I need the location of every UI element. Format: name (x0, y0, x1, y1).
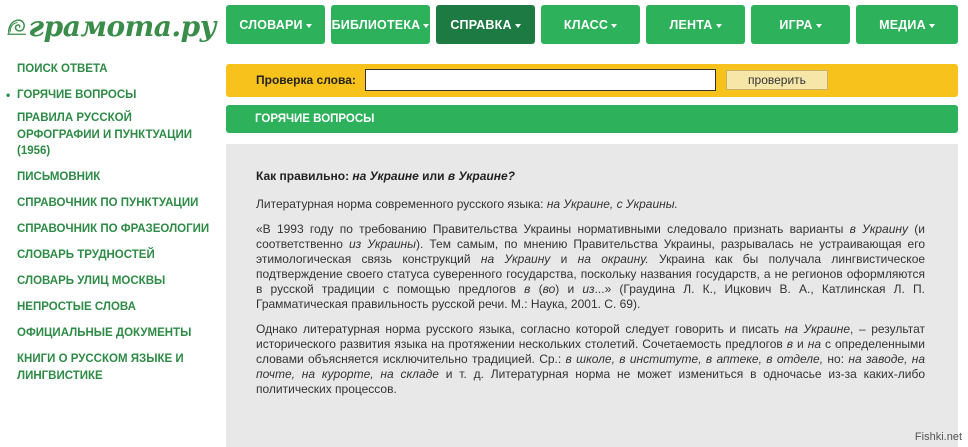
check-button[interactable]: проверить (726, 70, 828, 90)
chevron-down-icon (816, 24, 822, 28)
sidebar-item-search-answer[interactable]: ПОИСК ОТВЕТА (17, 63, 108, 75)
nav-label: СЛОВАРИ (239, 17, 303, 32)
nav-label: БИБЛИОТЕКА (331, 17, 421, 32)
example-text: в (786, 337, 794, 351)
sidebar-item-phraseology[interactable]: СПРАВОЧНИК ПО ФРАЗЕОЛОГИИ (17, 223, 210, 235)
paragraph-text: ( (530, 282, 543, 296)
sidebar-item-hard-words[interactable]: НЕПРОСТЫЕ СЛОВА (17, 301, 136, 313)
chevron-down-icon (716, 24, 722, 28)
example-text: в школе, в институте, в аптеке, в отделе, (565, 352, 824, 366)
nav-klass[interactable] (541, 5, 640, 44)
snail-icon (6, 5, 26, 47)
sidebar-item-moscow-streets[interactable]: СЛОВАРЬ УЛИЦ МОСКВЫ (17, 275, 166, 287)
paragraph-text: и (550, 252, 578, 266)
sidebar-item-pismovnik[interactable]: ПИСЬМОВНИК (17, 171, 101, 183)
chevron-down-icon (423, 24, 429, 28)
paragraph-text: ). Тем самым, по мнению Правительства Украины, разрывалась не устраивающая его этимологическая связь конструкций (256, 237, 926, 266)
example-text: в Украину (849, 222, 909, 236)
article (256, 169, 925, 407)
word-check-input[interactable] (365, 69, 716, 91)
paragraph-text: ) и (555, 282, 583, 296)
answer-paragraph-tradition (256, 322, 925, 397)
answer-paragraph-quote (256, 222, 925, 312)
chevron-down-icon (929, 24, 935, 28)
content-panel (226, 144, 958, 447)
chevron-down-icon (611, 24, 617, 28)
paragraph-text: , – результат исторического развития языка на протяжении нескольких столетий. Сочетаемость предлогов (256, 322, 925, 351)
paragraph-text: но: (823, 352, 849, 366)
example-text: на Украине (784, 322, 851, 336)
question-text: Как правильно: (256, 169, 353, 183)
nav-spravka[interactable] (436, 5, 535, 44)
nav-biblioteka[interactable] (331, 5, 430, 44)
paragraph-text: с определенными словами объясняется исключительно традицией. Ср.: (256, 337, 926, 366)
top-navigation (226, 5, 958, 44)
chevron-down-icon (515, 24, 521, 28)
nav-igra[interactable] (751, 5, 850, 44)
example-text: в (524, 282, 531, 296)
question-option: на Украине (352, 169, 419, 183)
example-text: во (542, 282, 556, 296)
nav-label: СПРАВКА (450, 17, 512, 32)
watermark: Fishki.net (914, 431, 962, 443)
example-text: на Украине, с Украины. (546, 197, 678, 211)
example-text: из Украины (349, 237, 416, 251)
sidebar-item-punctuation[interactable]: СПРАВОЧНИК ПО ПУНКТУАЦИИ (17, 197, 199, 209)
logo-text: грамота.ру (28, 9, 216, 43)
section-header (226, 105, 958, 133)
word-check-label: Проверка слова: (256, 73, 356, 87)
nav-slovari[interactable] (226, 5, 325, 44)
answer-paragraph-norm (256, 197, 925, 212)
chevron-down-icon (306, 24, 312, 28)
paragraph-text: Украина как бы получала лингвистическое подтверждение своего статуса суверенного государства, поскольку названия государств, а не регионов оформляются в русской традиции с помощью предлогов (256, 252, 926, 296)
nav-label: ЛЕНТА (669, 17, 713, 32)
paragraph-text: и т. д. Литературная норма не может измениться в одночасье из-за каких-либо политических процессов. (256, 367, 925, 396)
example-text: на Украину (480, 252, 551, 266)
nav-label: МЕДИА (879, 17, 926, 32)
sidebar-item-hot-questions[interactable]: • ГОРЯЧИЕ ВОПРОСЫ (17, 87, 212, 104)
question-option: в Украине? (447, 169, 515, 183)
question-title (256, 169, 925, 184)
paragraph-text: (и соответственно (256, 222, 925, 251)
sidebar-item-spelling-rules[interactable]: ПРАВИЛА РУССКОЙ ОРФОГРАФИИ И ПУНКТУАЦИИ (1956) (17, 112, 193, 157)
nav-label: ИГРА (779, 17, 813, 32)
example-text: на окраину. (577, 252, 649, 266)
section-title: ГОРЯЧИЕ ВОПРОСЫ (255, 113, 375, 125)
paragraph-text: Литературная норма современного русского языка: (256, 197, 547, 211)
sidebar-item-books[interactable]: КНИГИ О РУССКОМ ЯЗЫКЕ И ЛИНГВИСТИКЕ (17, 353, 184, 382)
example-text: на (807, 337, 821, 351)
nav-media[interactable] (856, 5, 958, 44)
nav-label: КЛАСС (563, 17, 609, 32)
example-text: на заводе, на почте, на курорте, на складе (256, 352, 926, 381)
paragraph-text: и (793, 337, 808, 351)
paragraph-text: ...» (Граудина Л. К., Ицкович В. А., Катлинская Л. П. Грамматическая правильность русской речи. М.: Наука, 2001. С. 69). (256, 282, 925, 311)
sidebar-item-difficulties[interactable]: СЛОВАРЬ ТРУДНОСТЕЙ (17, 249, 155, 261)
question-text: или (418, 169, 448, 183)
word-check-bar (226, 64, 958, 97)
paragraph-text: «В 1993 году по требованию Правительства Украины нормативными следовало признать варианты (256, 222, 850, 236)
site-logo[interactable] (6, 4, 216, 48)
paragraph-text: Однако литературная норма русского языка, согласно которой следует говорить и писать (256, 322, 785, 336)
nav-lenta[interactable] (646, 5, 745, 44)
example-text: из (582, 282, 595, 296)
sidebar-item-official-docs[interactable]: ОФИЦИАЛЬНЫЕ ДОКУМЕНТЫ (17, 327, 192, 339)
